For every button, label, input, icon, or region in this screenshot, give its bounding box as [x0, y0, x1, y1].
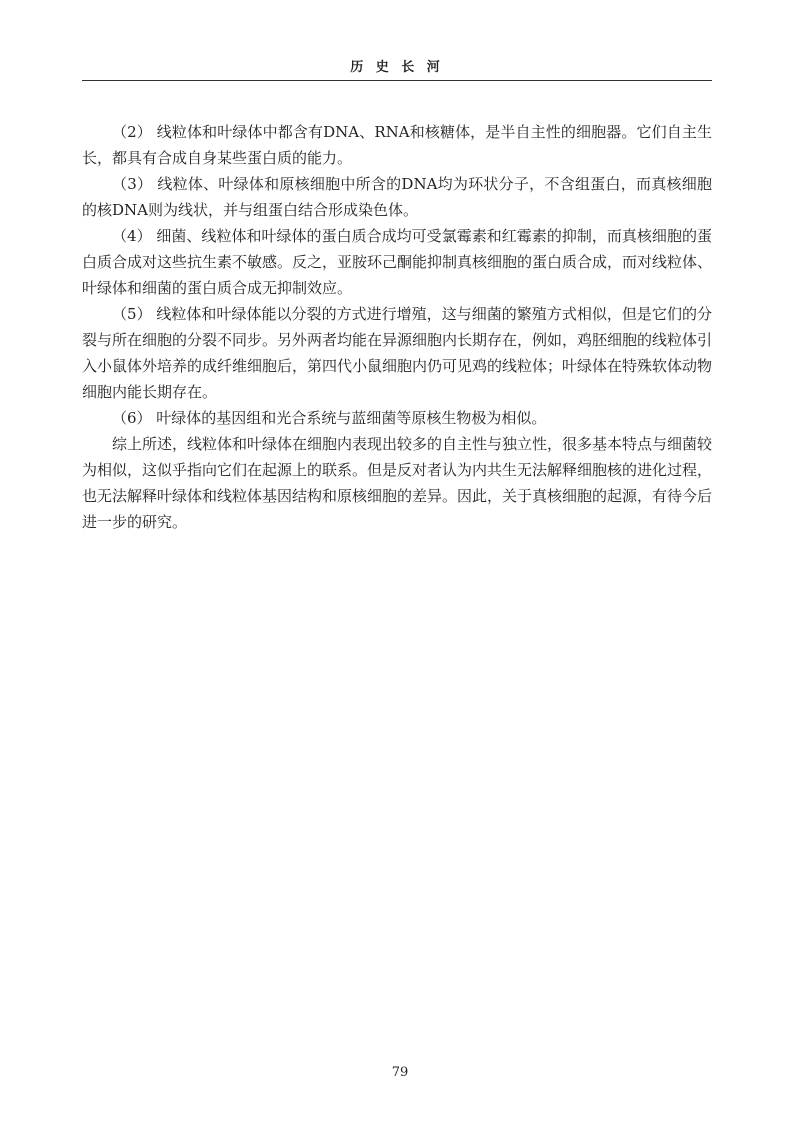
header-divider [82, 80, 712, 81]
paragraph-point-4: （4） 细菌、线粒体和叶绿体的蛋白质合成均可受氯霉素和红霉素的抑制，而真核细胞的蛋白质合成对这些抗生素不敏感。反之，亚胺环己酮能抑制真核细胞的蛋白质合成，而对线粒体、叶绿体和细菌的蛋白质合成无抑制效应。 [82, 227, 713, 297]
running-header-title: 历 史 长 河 [350, 60, 444, 75]
page-number: 79 [391, 1065, 409, 1080]
paragraph-point-2: （2） 线粒体和叶绿体中都含有DNA、RNA和核糖体，是半自主性的细胞器。它们自主生长，都具有合成自身某些蛋白质的能力。 [82, 123, 712, 167]
paragraph-conclusion: 综上所述，线粒体和叶绿体在细胞内表现出较多的自主性与独立性，很多基本特点与细菌较为相似，这似乎指向它们在起源上的联系。但是反对者认为内共生无法解释细胞核的进化过程，也无法解释叶绿体和线粒体基因结构和原核细胞的差异。因此，关于真核细胞的起源，有待今后进一步的研究。 [82, 435, 713, 531]
body-text [82, 119, 712, 535]
paragraph-point-5: （5） 线粒体和叶绿体能以分裂的方式进行增殖，这与细菌的繁殖方式相似，但是它们的分裂与所在细胞的分裂不同步。另外两者均能在异源细胞内长期存在，例如，鸡胚细胞的线粒体引入小鼠体外培养的成纤维细胞后，第四代小鼠细胞内仍可见鸡的线粒体；叶绿体在特殊软体动物细胞内能长期存在。 [82, 305, 713, 401]
paragraph-point-3: （3） 线粒体、叶绿体和原核细胞中所含的DNA均为环状分子，不含组蛋白，而真核细胞的核DNA则为线状，并与组蛋白结合形成染色体。 [82, 175, 712, 219]
paragraph-point-6: （6） 叶绿体的基因组和光合系统与蓝细菌等原核生物极为相似。 [112, 409, 547, 427]
